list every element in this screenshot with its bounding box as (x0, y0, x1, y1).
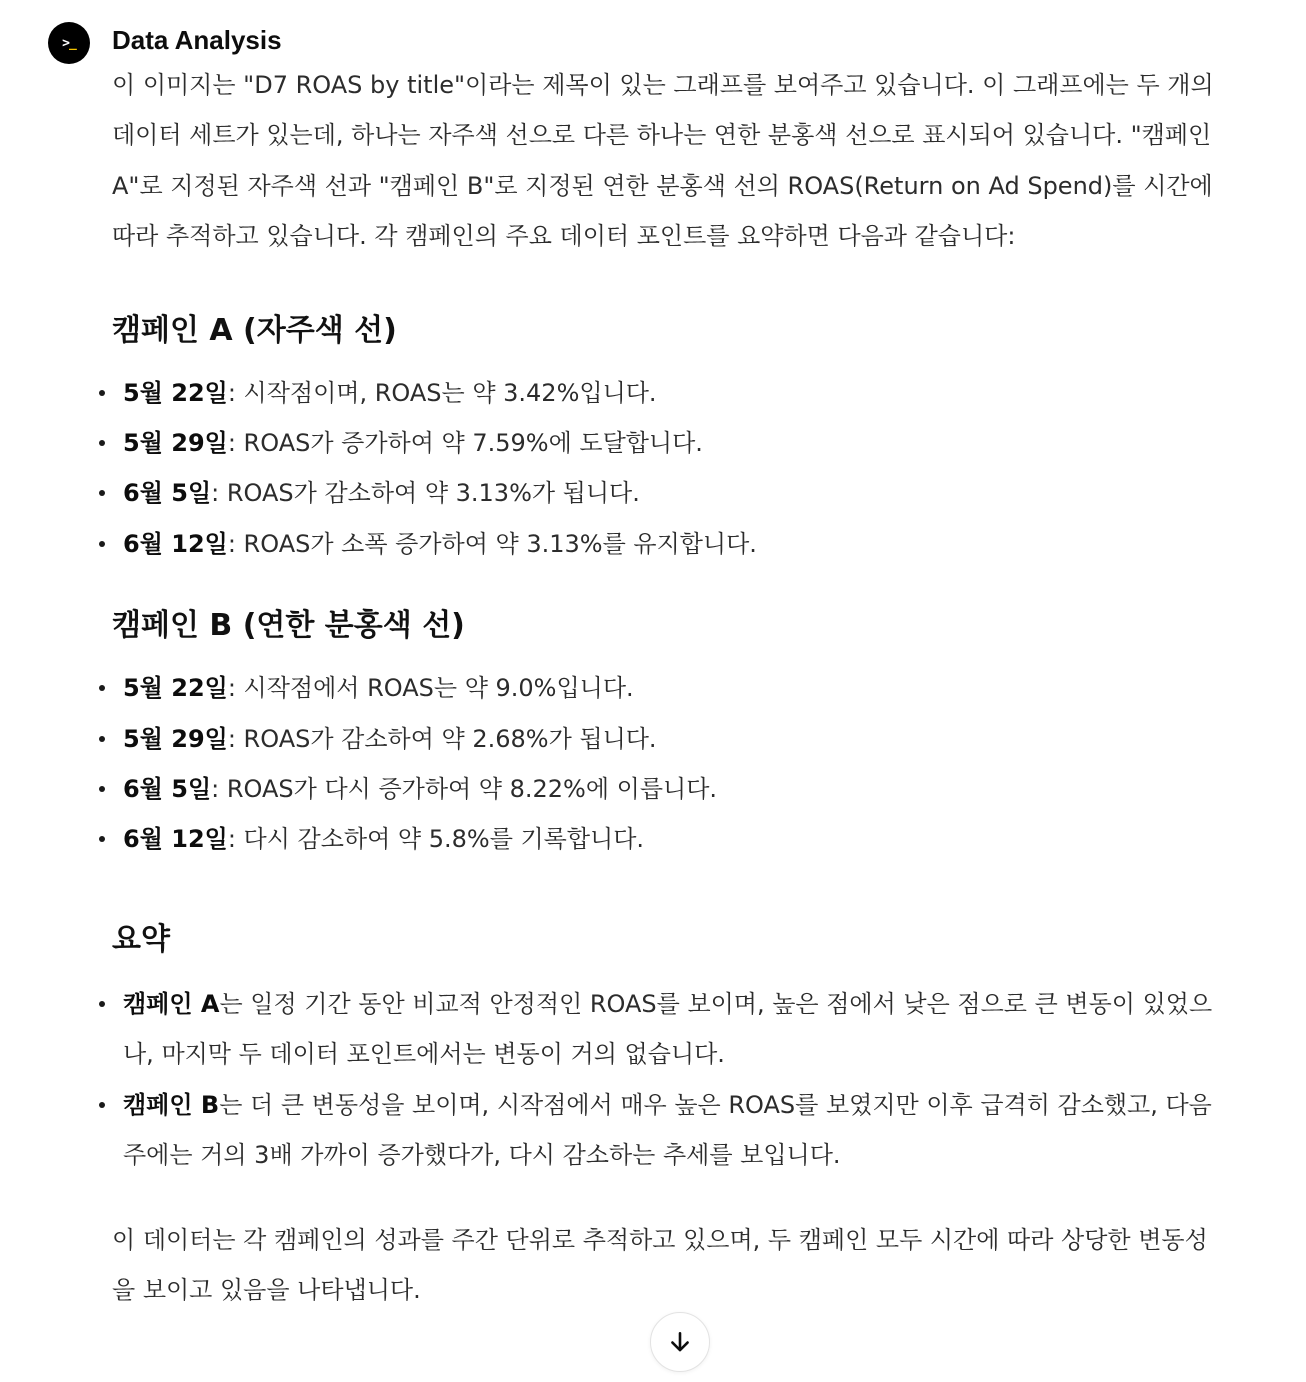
intro-paragraph: 이 이미지는 "D7 ROAS by title"이라는 제목이 있는 그래프를 보여주고 있습니다. 이 그래프에는 두 개의 데이터 세트가 있는데, 하나는 자주색 선으로 다른 하나는 연한 분홍색 선으로 표시되어 있습니다. "캠페인 A"로 지정된 자주색 선과 "캠페인 B"로 지정된 연한 분홍색 선의 ROAS(Return on Ad Spend)를 시간에 따라 추적하고 있습니다. 각 캠페인의 주요 데이터 포인트를 요약하면 다음과 같습니다: (112, 71, 1214, 251)
campaign-b-list (112, 663, 1220, 865)
assistant-avatar (48, 22, 90, 64)
list-item (112, 663, 1220, 713)
item-label: 5월 29일 (123, 724, 228, 753)
message-content (112, 20, 1220, 1315)
item-text: 는 더 큰 변동성을 보이며, 시작점에서 매우 높은 ROAS를 보였지만 이후 급격히 감소했고, 다음 주에는 거의 3배 가까이 증가했다가, 다시 감소하는 추세를 보입니다. (123, 1090, 1212, 1170)
item-label: 6월 12일 (123, 825, 228, 854)
item-label: 6월 5일 (123, 479, 212, 508)
item-text: : ROAS가 감소하여 약 2.68%가 됩니다. (227, 724, 657, 753)
item-label: 6월 5일 (123, 775, 212, 804)
item-text: : ROAS가 증가하여 약 7.59%에 도달합니다. (227, 429, 703, 458)
item-label: 캠페인 B (123, 1090, 220, 1119)
list-item (112, 418, 1220, 468)
terminal-prompt-icon: >_ (62, 35, 76, 51)
list-item (112, 714, 1220, 764)
closing-paragraph: 이 데이터는 각 캠페인의 성과를 주간 단위로 추적하고 있으며, 두 캠페인 모두 시간에 따라 상당한 변동성을 보이고 있음을 나타냅니다. (112, 1225, 1208, 1304)
item-text: 는 일정 기간 동안 비교적 안정적인 ROAS를 보이며, 높은 점에서 낮은 점으로 큰 변동이 있었으나, 마지막 두 데이터 포인트에서는 변동이 거의 없습니다. (123, 989, 1213, 1069)
summary-heading: 요약 (112, 921, 170, 957)
item-label: 5월 29일 (123, 429, 228, 458)
list-item (112, 468, 1220, 518)
item-text: : 시작점에서 ROAS는 약 9.0%입니다. (227, 674, 634, 703)
list-item (112, 814, 1220, 864)
sender-name: Data Analysis (112, 25, 282, 55)
item-text: : 시작점이며, ROAS는 약 3.42%입니다. (227, 378, 657, 407)
item-text: : 다시 감소하여 약 5.8%를 기록합니다. (227, 825, 645, 854)
item-text: : ROAS가 소폭 증가하여 약 3.13%를 유지합니다. (227, 529, 757, 558)
list-item (112, 519, 1220, 569)
scroll-to-bottom-button[interactable] (650, 1312, 710, 1372)
list-item (112, 979, 1220, 1080)
item-label: 5월 22일 (123, 674, 228, 703)
list-item (112, 1080, 1220, 1181)
item-text: : ROAS가 다시 증가하여 약 8.22%에 이릅니다. (211, 775, 718, 804)
campaign-b-heading: 캠페인 B (연한 분홍색 선) (112, 608, 465, 644)
item-label: 6월 12일 (123, 529, 228, 558)
item-label: 5월 22일 (123, 378, 228, 407)
arrow-down-icon (667, 1329, 693, 1355)
campaign-a-list (112, 368, 1220, 570)
campaign-a-heading: 캠페인 A (자주색 선) (112, 312, 397, 348)
item-label: 캠페인 A (123, 989, 220, 1018)
list-item (112, 764, 1220, 814)
item-text: : ROAS가 감소하여 약 3.13%가 됩니다. (211, 479, 640, 508)
list-item (112, 368, 1220, 418)
summary-list (112, 979, 1220, 1181)
